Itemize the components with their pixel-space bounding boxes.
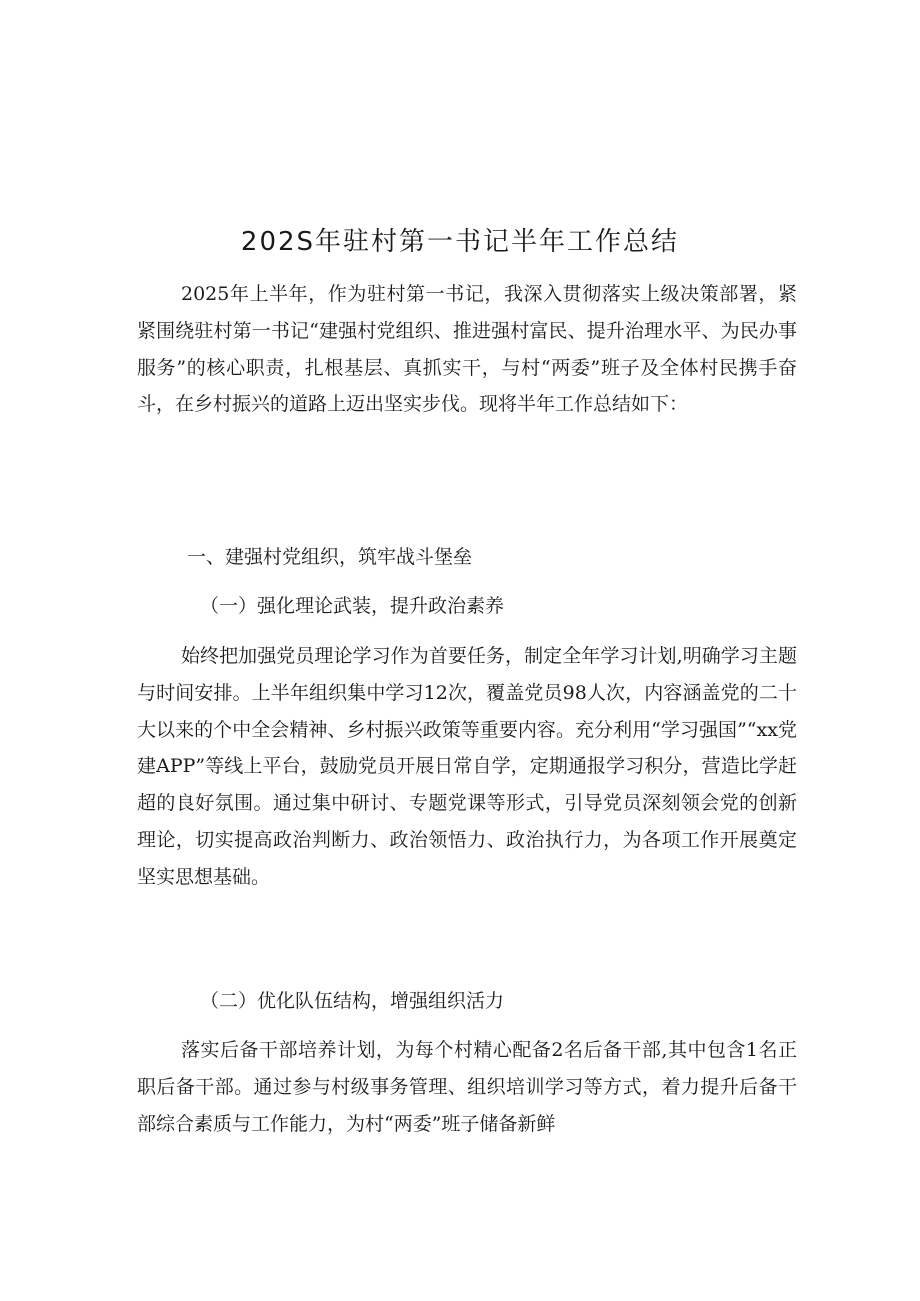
section-heading-1: 一、建强村党组织，筑牢战斗堡垒 bbox=[187, 546, 473, 568]
subsection-heading-1: （一）强化理论武装，提升政治素养 bbox=[200, 595, 505, 617]
document-title: 202S年驻村第一书记半年工作总结 bbox=[240, 227, 680, 257]
subsection-paragraph-2: 落实后备干部培养计划，为每个村精心配备2名后备干部,其中包含1名正职后备干部。通过参与村级事务管理、组织培训学习等方式，着力提升后备干部综合素质与工作能力，为村“两委”班子储备新鲜 bbox=[137, 1039, 797, 1135]
subsection-paragraph-1: 始终把加强党员理论学习作为首要任务，制定全年学习计划,明确学习主题与时间安排。上半年组织集中学习12次，覆盖党员98人次，内容涵盖党的二十大以来的个中全会精神、乡村振兴政策等重要内容。充分利用“学习强国”“xx党建APP”等线上平台，鼓励党员开展日常自学，定期通报学习积分，营造比学赶超的良好氛围。通过集中研讨、专题党课等形式，引导党员深刻领会党的创新理论，切实提高政治判断力、政治领悟力、政治执行力，为各项工作开展奠定坚实思想基础。 bbox=[137, 645, 797, 888]
subsection-heading-2: （二）优化队伍结构，增强组织活力 bbox=[200, 990, 505, 1012]
intro-paragraph: 2025年上半年，作为驻村第一书记，我深入贯彻落实上级决策部署，紧紧围绕驻村第一书记“建强村党组织、推进强村富民、提升治理水平、为民办事服务”的核心职责，扎根基层、真抓实干，与村“两委”班子及全体村民携手奋斗，在乡村振兴的道路上迈出坚实步伐。现将半年工作总结如下： bbox=[137, 283, 797, 416]
